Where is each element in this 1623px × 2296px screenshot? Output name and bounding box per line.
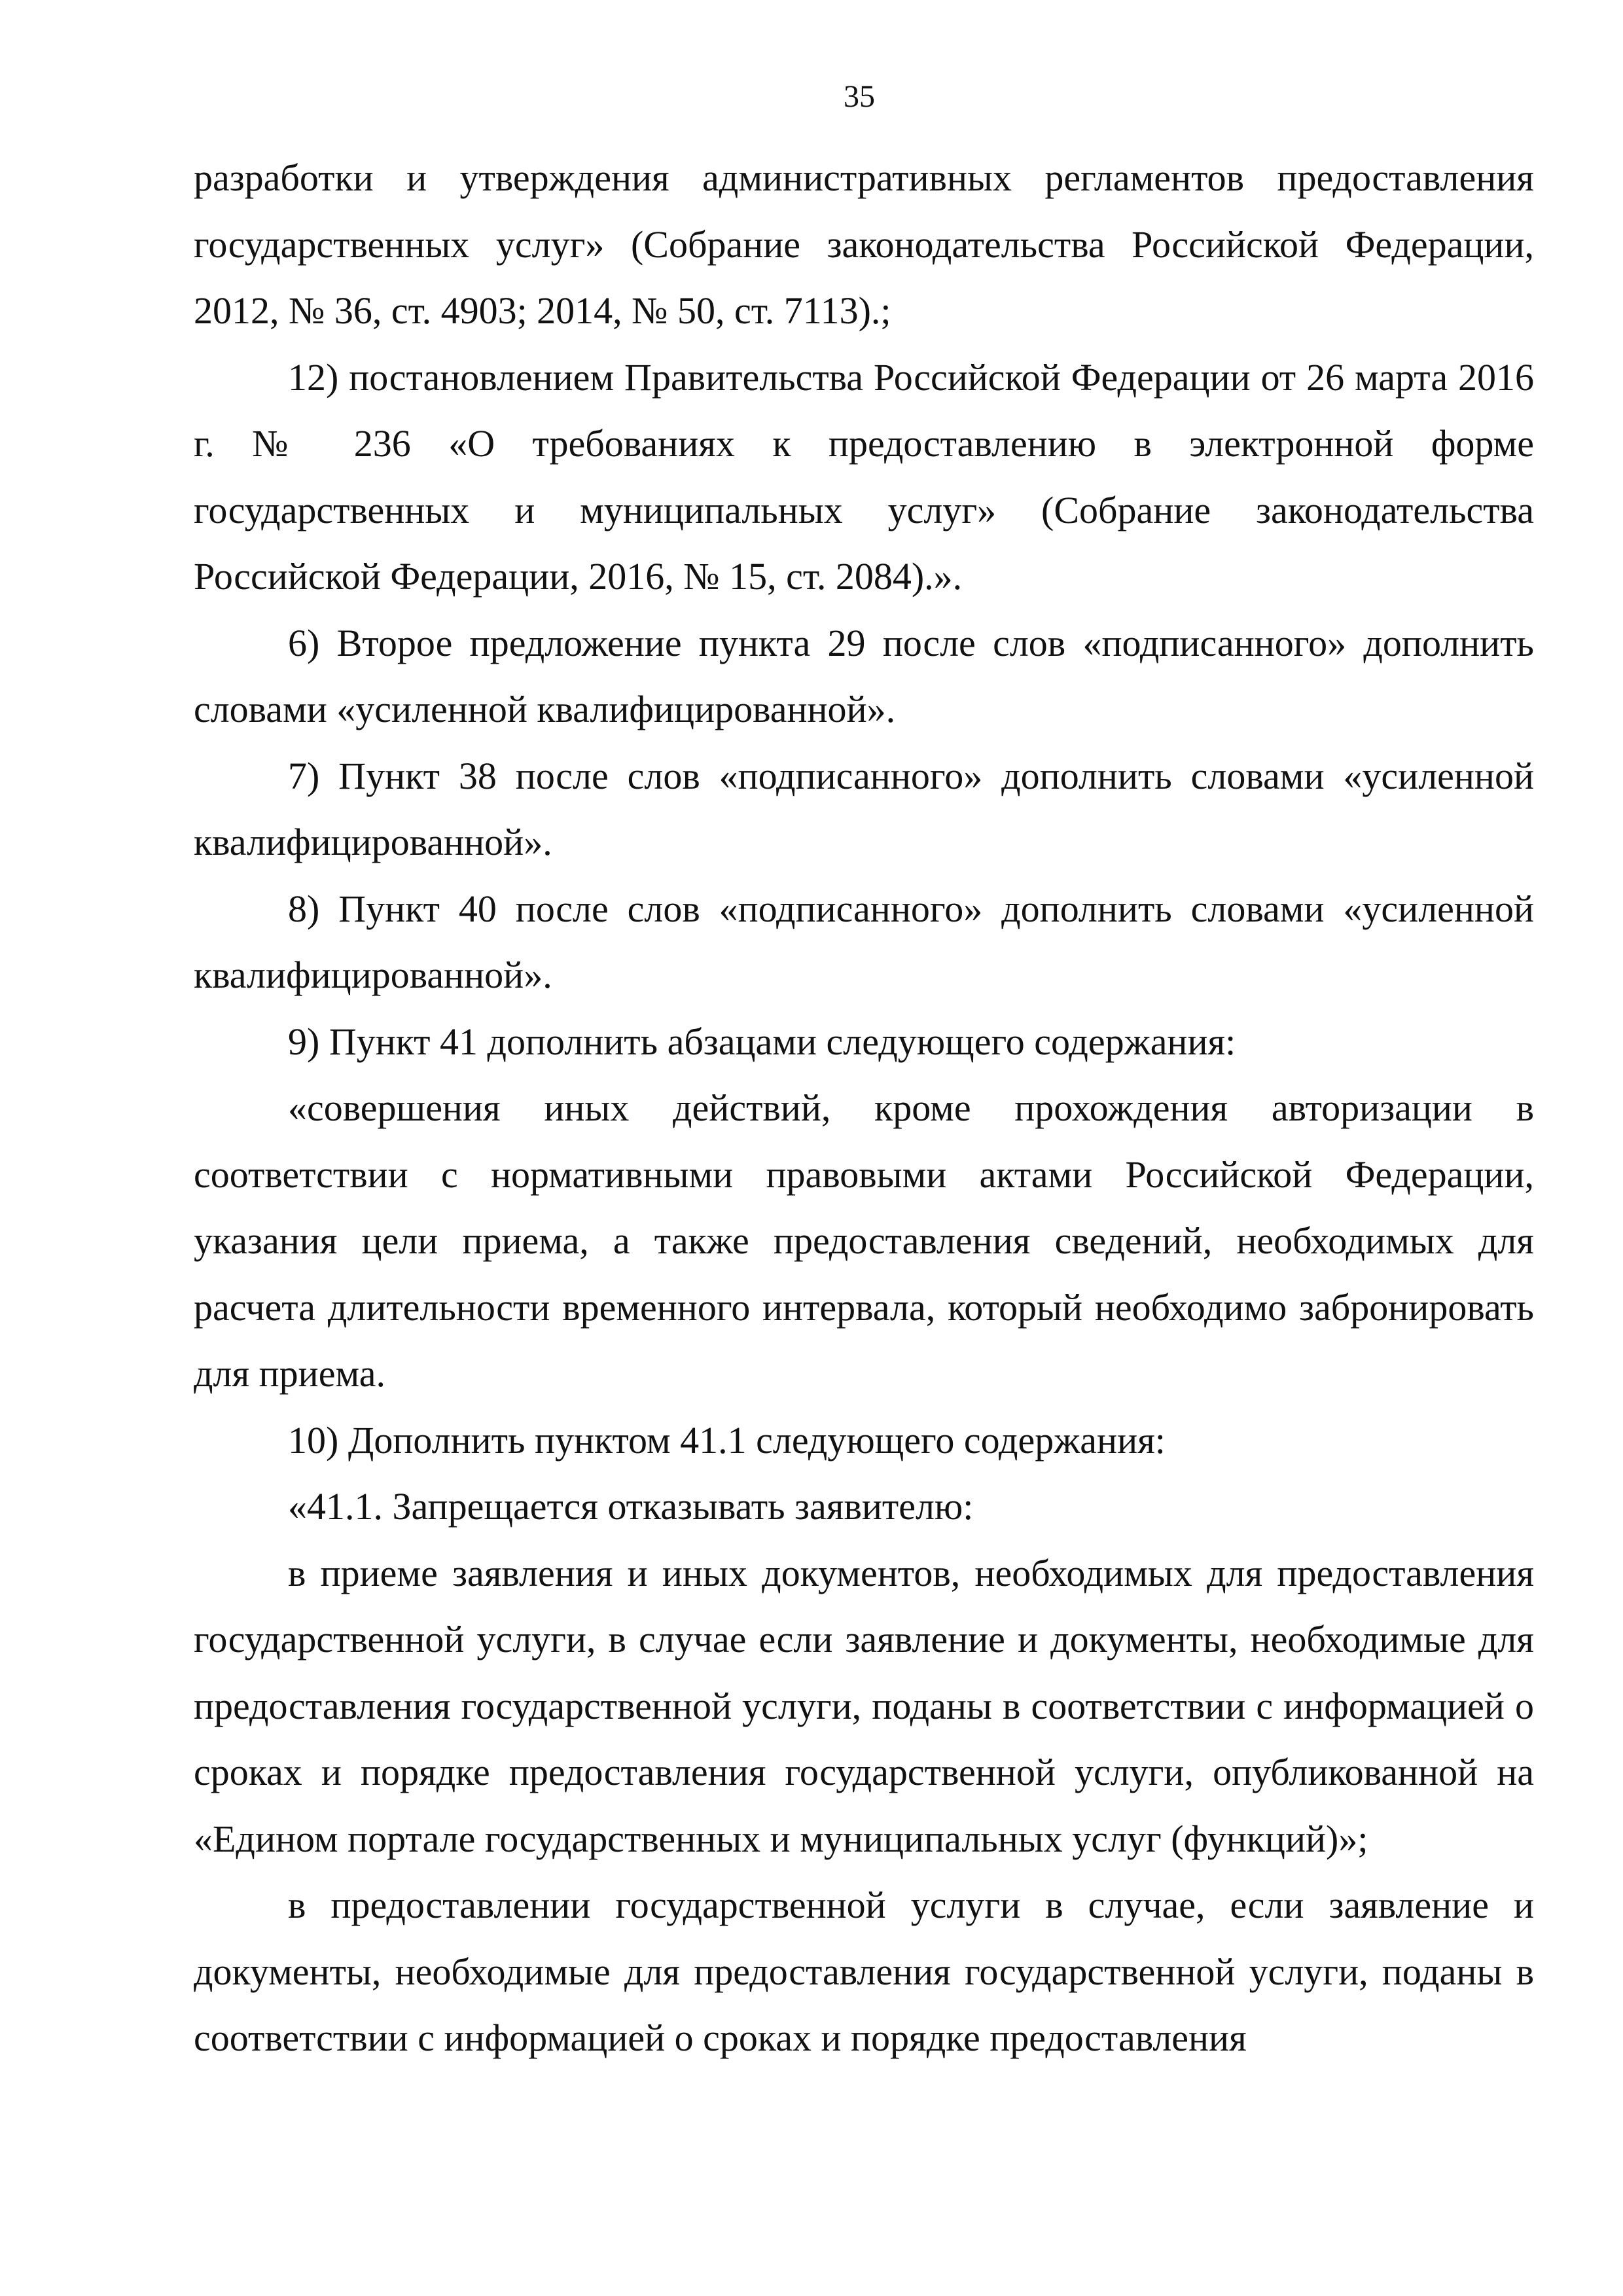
paragraph-amendment-8: 8) Пункт 40 после слов «подписанного» дополнить словами «усиленной квалифицированной». xyxy=(194,887,1534,996)
paragraph-amendment-6: 6) Второе предложение пункта 29 после слов «подписанного» дополнить словами «усиленной квалифицированной». xyxy=(194,621,1534,730)
page-number: 35 xyxy=(844,79,875,114)
paragraph-amendment-9: 9) Пункт 41 дополнить абзацами следующего содержания: xyxy=(288,1020,1236,1063)
paragraph-amendment-7: 7) Пункт 38 после слов «подписанного» дополнить словами «усиленной квалифицированной». xyxy=(194,754,1534,863)
paragraph-amendment-9-text: «совершения иных действий, кроме прохождения авторизации в соответствии с нормативными правовыми актами Российской Федерации, указания цели приема, а также предоставления сведений, необходимых для расчета длительности временного интервала, который необходимо забронировать для приема. xyxy=(194,1086,1534,1395)
paragraph-refusal-provision: в предоставлении государственной услуги в случае, если заявление и документы, необходимые для предоставления государственной услуги, поданы в соответствии с информацией о сроках и порядке предоставления xyxy=(194,1884,1534,2059)
paragraph-clause-41-1: «41.1. Запрещается отказывать заявителю: xyxy=(288,1485,974,1528)
paragraph-refusal-acceptance: в приеме заявления и иных документов, необходимых для предоставления государственной услуги, в случае если заявление и документы, необходимые для предоставления государственной услуги, поданы в соответствии с информацией о сроках и порядке предоставления государственной услуги, опубликованной на «Едином портале государственных и муниципальных услуг (функций)»; xyxy=(194,1551,1534,1860)
paragraph-amendment-10: 10) Дополнить пунктом 41.1 следующего содержания: xyxy=(288,1418,1166,1462)
document-body xyxy=(194,145,1534,2072)
paragraph-regulations-continuation: разработки и утверждения административных регламентов предоставления государственных услуг» (Собрание законодательства Российской Федерации, 2012, № 36, ст. 4903; 2014, № 50, ст. 7113).; xyxy=(194,156,1534,332)
paragraph-item-12: 12) постановлением Правительства Российской Федерации от 26 марта 2016 г. № 236 «О требованиях к предоставлению в электронной форме государственных и муниципальных услуг» (Собрание законодательства Российской Федерации, 2016, № 15, ст. 2084).». xyxy=(194,355,1534,598)
